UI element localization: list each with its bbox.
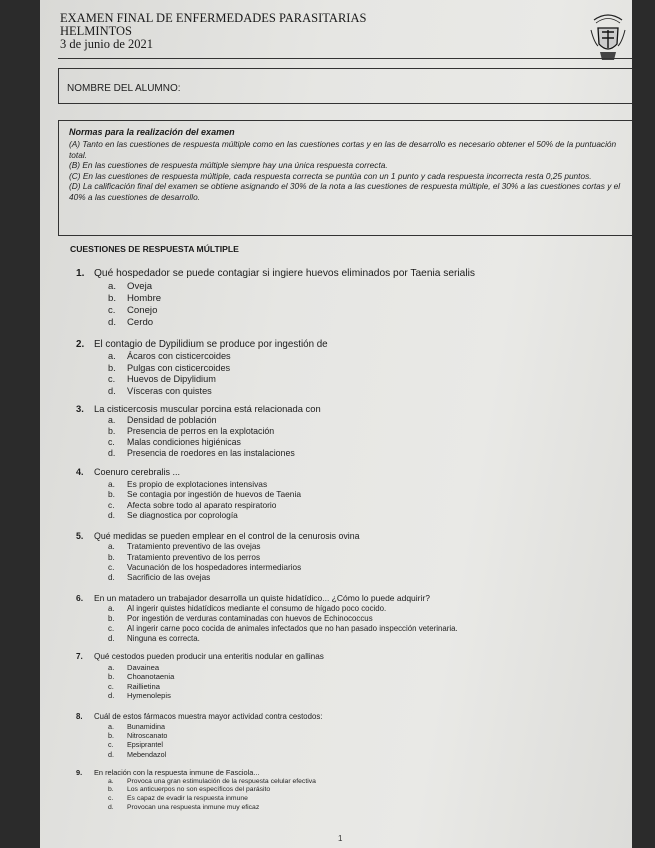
question-text: Qué medidas se pueden emplear en el control de la cenurosis ovina [94, 531, 360, 541]
answer-option[interactable] [108, 786, 316, 795]
page-number: 1 [338, 834, 343, 843]
answer-options [108, 604, 458, 644]
option-text: Afecta sobre todo al aparato respiratorio [127, 499, 277, 510]
answer-option[interactable] [108, 722, 167, 731]
answer-option[interactable] [108, 672, 174, 682]
question-number: 8. [76, 712, 83, 721]
option-letter: a. [108, 414, 116, 425]
question-6 [76, 593, 430, 603]
question-number: 6. [76, 593, 84, 603]
option-letter: a. [108, 777, 114, 785]
option-letter: b. [108, 613, 115, 623]
answer-option[interactable] [108, 479, 301, 490]
option-letter: d. [108, 447, 116, 458]
header-divider [58, 58, 632, 59]
student-name-box[interactable] [58, 68, 632, 104]
option-letter: d. [108, 573, 115, 583]
answer-option[interactable] [108, 740, 167, 749]
option-text: Oveja [127, 280, 153, 292]
question-9 [76, 768, 260, 777]
option-letter: b. [108, 552, 115, 562]
option-text: Sacrificio de las ovejas [127, 573, 211, 583]
answer-option[interactable] [108, 573, 301, 583]
answer-option[interactable] [108, 691, 174, 701]
option-text: Pulgas con cisticercoides [127, 362, 231, 373]
option-text: Se contagia por ingestión de huevos de Taenia [127, 489, 301, 500]
option-letter: c. [108, 374, 116, 385]
answer-option[interactable] [108, 663, 174, 673]
option-letter: d. [108, 691, 115, 701]
option-text: Por ingestión de verduras contaminadas con huevos de Echinococcus [127, 613, 373, 623]
answer-option[interactable] [108, 750, 167, 759]
answer-option[interactable] [108, 386, 231, 397]
answer-option[interactable] [108, 448, 295, 459]
answer-option[interactable] [108, 563, 301, 573]
answer-option[interactable] [108, 510, 301, 521]
exam-date: 3 de junio de 2021 [60, 37, 154, 51]
option-text: Raillietina [127, 681, 160, 691]
answer-option[interactable] [108, 682, 174, 692]
option-letter: b. [108, 292, 117, 304]
answer-option[interactable] [108, 426, 295, 437]
answer-options [108, 722, 167, 759]
answer-option[interactable] [108, 542, 301, 552]
option-text: Cerdo [127, 316, 154, 328]
option-letter: a. [108, 542, 115, 552]
answer-option[interactable] [108, 731, 167, 740]
option-letter: d. [108, 385, 116, 396]
answer-option[interactable] [108, 363, 231, 374]
answer-option[interactable] [108, 778, 316, 787]
answer-option[interactable] [108, 500, 301, 511]
answer-options [108, 351, 231, 397]
option-letter: d. [108, 633, 115, 643]
answer-options [108, 663, 174, 701]
answer-option[interactable] [108, 553, 301, 563]
university-crest-icon [588, 8, 628, 64]
option-text: Mebendazol [127, 749, 167, 759]
question-text: En relación con la respuesta inmune de Fasciola... [94, 768, 260, 777]
option-text: Provocan una respuesta inmune muy eficaz [127, 803, 260, 811]
answer-option[interactable] [108, 281, 161, 293]
option-text: Tratamiento preventivo de los perros [127, 552, 261, 562]
rules-text: (A) Tanto en las cuestiones de respuesta múltiple como en las cuestiones cortas y en las de desarrollo es necesario obtener el 50% de la puntuación total. (B) En las cuestiones de respuesta múltiple siempre hay una única respuesta correcta. (C) En las cuestiones de respuesta múltiple, cada respuesta correcta se puntúa con un 1 punto y cada respuesta incorrecta resta 0,25 puntos. (D) La calificación final del examen se obtiene asignando el 30% de la nota a las cuestiones de respuesta múltiple, el 30% a las cuestiones cortas y el 40% a las cuestiones de desarrollo. [69, 139, 621, 202]
option-letter: d. [108, 803, 114, 811]
question-7 [76, 652, 324, 661]
answer-options [108, 542, 301, 583]
option-text: Nitroscanato [127, 731, 168, 741]
answer-option[interactable] [108, 351, 231, 362]
option-text: Ácaros con cisticercoides [127, 351, 231, 362]
option-letter: d. [108, 316, 117, 328]
question-1 [76, 268, 475, 279]
question-number: 3. [76, 403, 84, 414]
option-letter: c. [108, 562, 115, 572]
option-text: Bunamidina [127, 722, 165, 732]
answer-option[interactable] [108, 489, 301, 500]
answer-options [108, 479, 301, 521]
question-4 [76, 467, 180, 477]
answer-option[interactable] [108, 305, 161, 317]
option-text: Vacunación de los hospedadores intermediarios [127, 562, 302, 572]
question-text: El contagio de Dypilidium se produce por ingestión de [94, 339, 328, 350]
option-letter: b. [108, 489, 115, 500]
option-letter: a. [108, 722, 114, 732]
answer-option[interactable] [108, 293, 161, 305]
option-text: Malas condiciones higiénicas [127, 436, 241, 447]
question-text: Qué hospedador se puede contagiar si ingiere huevos eliminados por Taenia serialis [94, 268, 475, 279]
option-text: Provoca una gran estimulación de la respuesta celular efectiva [127, 777, 316, 785]
answer-option[interactable] [108, 804, 316, 813]
section-title: CUESTIONES DE RESPUESTA MÚLTIPLE [70, 244, 239, 254]
exam-header [60, 12, 366, 51]
question-number: 7. [76, 652, 83, 661]
option-text: Tratamiento preventivo de las ovejas [127, 542, 261, 552]
question-3 [76, 403, 321, 414]
option-text: Es capaz de evadir la respuesta inmune [127, 794, 248, 802]
option-text: Conejo [127, 304, 158, 316]
answer-option[interactable] [108, 624, 458, 634]
answer-option[interactable] [108, 415, 295, 426]
exam-rules-box [58, 120, 632, 236]
option-text: Vísceras con quistes [127, 385, 212, 396]
exam-title: EXAMEN FINAL DE ENFERMEDADES PARASITARIAS [60, 11, 367, 25]
question-text: En un matadero un trabajador desarrolla un quiste hidatídico... ¿Cómo lo puede adquirir? [94, 593, 430, 603]
answer-option[interactable] [108, 604, 458, 614]
option-letter: b. [108, 786, 114, 794]
question-text: Qué cestodos pueden producir una enteritis nodular en gallinas [94, 652, 324, 661]
answer-option[interactable] [108, 317, 161, 329]
option-text: Davainea [127, 662, 160, 672]
question-8 [76, 712, 322, 721]
question-text: Cuál de estos fármacos muestra mayor actividad contra cestodos: [94, 712, 323, 721]
option-text: Los anticuerpos no son específicos del parásito [127, 786, 271, 794]
question-number: 9. [76, 768, 83, 777]
option-letter: c. [108, 623, 115, 633]
question-text: Coenuro cerebralis ... [94, 467, 181, 477]
question-number: 5. [76, 531, 84, 541]
option-letter: c. [108, 499, 115, 510]
option-letter: c. [108, 304, 116, 316]
answer-option[interactable] [108, 437, 295, 448]
answer-options [108, 281, 161, 329]
option-letter: b. [108, 362, 116, 373]
exam-page [40, 0, 632, 848]
option-text: Al ingerir quistes hidatídicos mediante el consumo de hígado poco cocido. [127, 603, 387, 613]
option-letter: c. [108, 681, 114, 691]
option-text: Presencia de perros en la explotación [127, 425, 275, 436]
option-letter: b. [108, 425, 116, 436]
rules-title: Normas para la realización del examen [69, 127, 235, 137]
option-letter: a. [108, 603, 115, 613]
option-letter: a. [108, 478, 115, 489]
option-text: Choanotaenia [127, 672, 175, 682]
option-letter: d. [108, 510, 115, 521]
student-name-label: NOMBRE DEL ALUMNO: [67, 83, 181, 94]
question-5 [76, 531, 360, 541]
answer-option[interactable] [108, 374, 231, 385]
option-letter: b. [108, 731, 114, 741]
question-number: 1. [76, 268, 85, 279]
answer-option[interactable] [108, 795, 316, 804]
question-number: 4. [76, 467, 84, 477]
exam-subject: HELMINTOS [60, 24, 132, 38]
option-letter: a. [108, 351, 116, 362]
answer-option[interactable] [108, 614, 458, 624]
option-letter: c. [108, 794, 114, 802]
answer-options [108, 778, 316, 813]
option-text: Ninguna es correcta. [127, 633, 200, 643]
question-text: La cisticercosis muscular porcina está relacionada con [94, 403, 321, 414]
option-letter: a. [108, 662, 115, 672]
option-text: Hymenolepis [127, 691, 171, 701]
option-letter: c. [108, 436, 115, 447]
option-text: Presencia de roedores en las instalaciones [127, 447, 295, 458]
option-text: Es propio de explotaciones intensivas [127, 478, 268, 489]
question-2 [76, 339, 328, 350]
option-letter: d. [108, 749, 114, 759]
option-letter: b. [108, 672, 115, 682]
option-text: Epsiprantel [127, 740, 163, 750]
option-letter: a. [108, 280, 117, 292]
answer-options [108, 415, 295, 459]
option-letter: c. [108, 740, 114, 750]
option-text: Densidad de población [127, 414, 217, 425]
question-number: 2. [76, 339, 85, 350]
answer-option[interactable] [108, 634, 458, 644]
option-text: Se diagnostica por coprología [127, 510, 238, 521]
option-text: Huevos de Dipylidium [127, 374, 216, 385]
option-text: Al ingerir carne poco cocida de animales infectados que no han pasado inspección veterinaria. [127, 623, 458, 633]
option-text: Hombre [127, 292, 162, 304]
